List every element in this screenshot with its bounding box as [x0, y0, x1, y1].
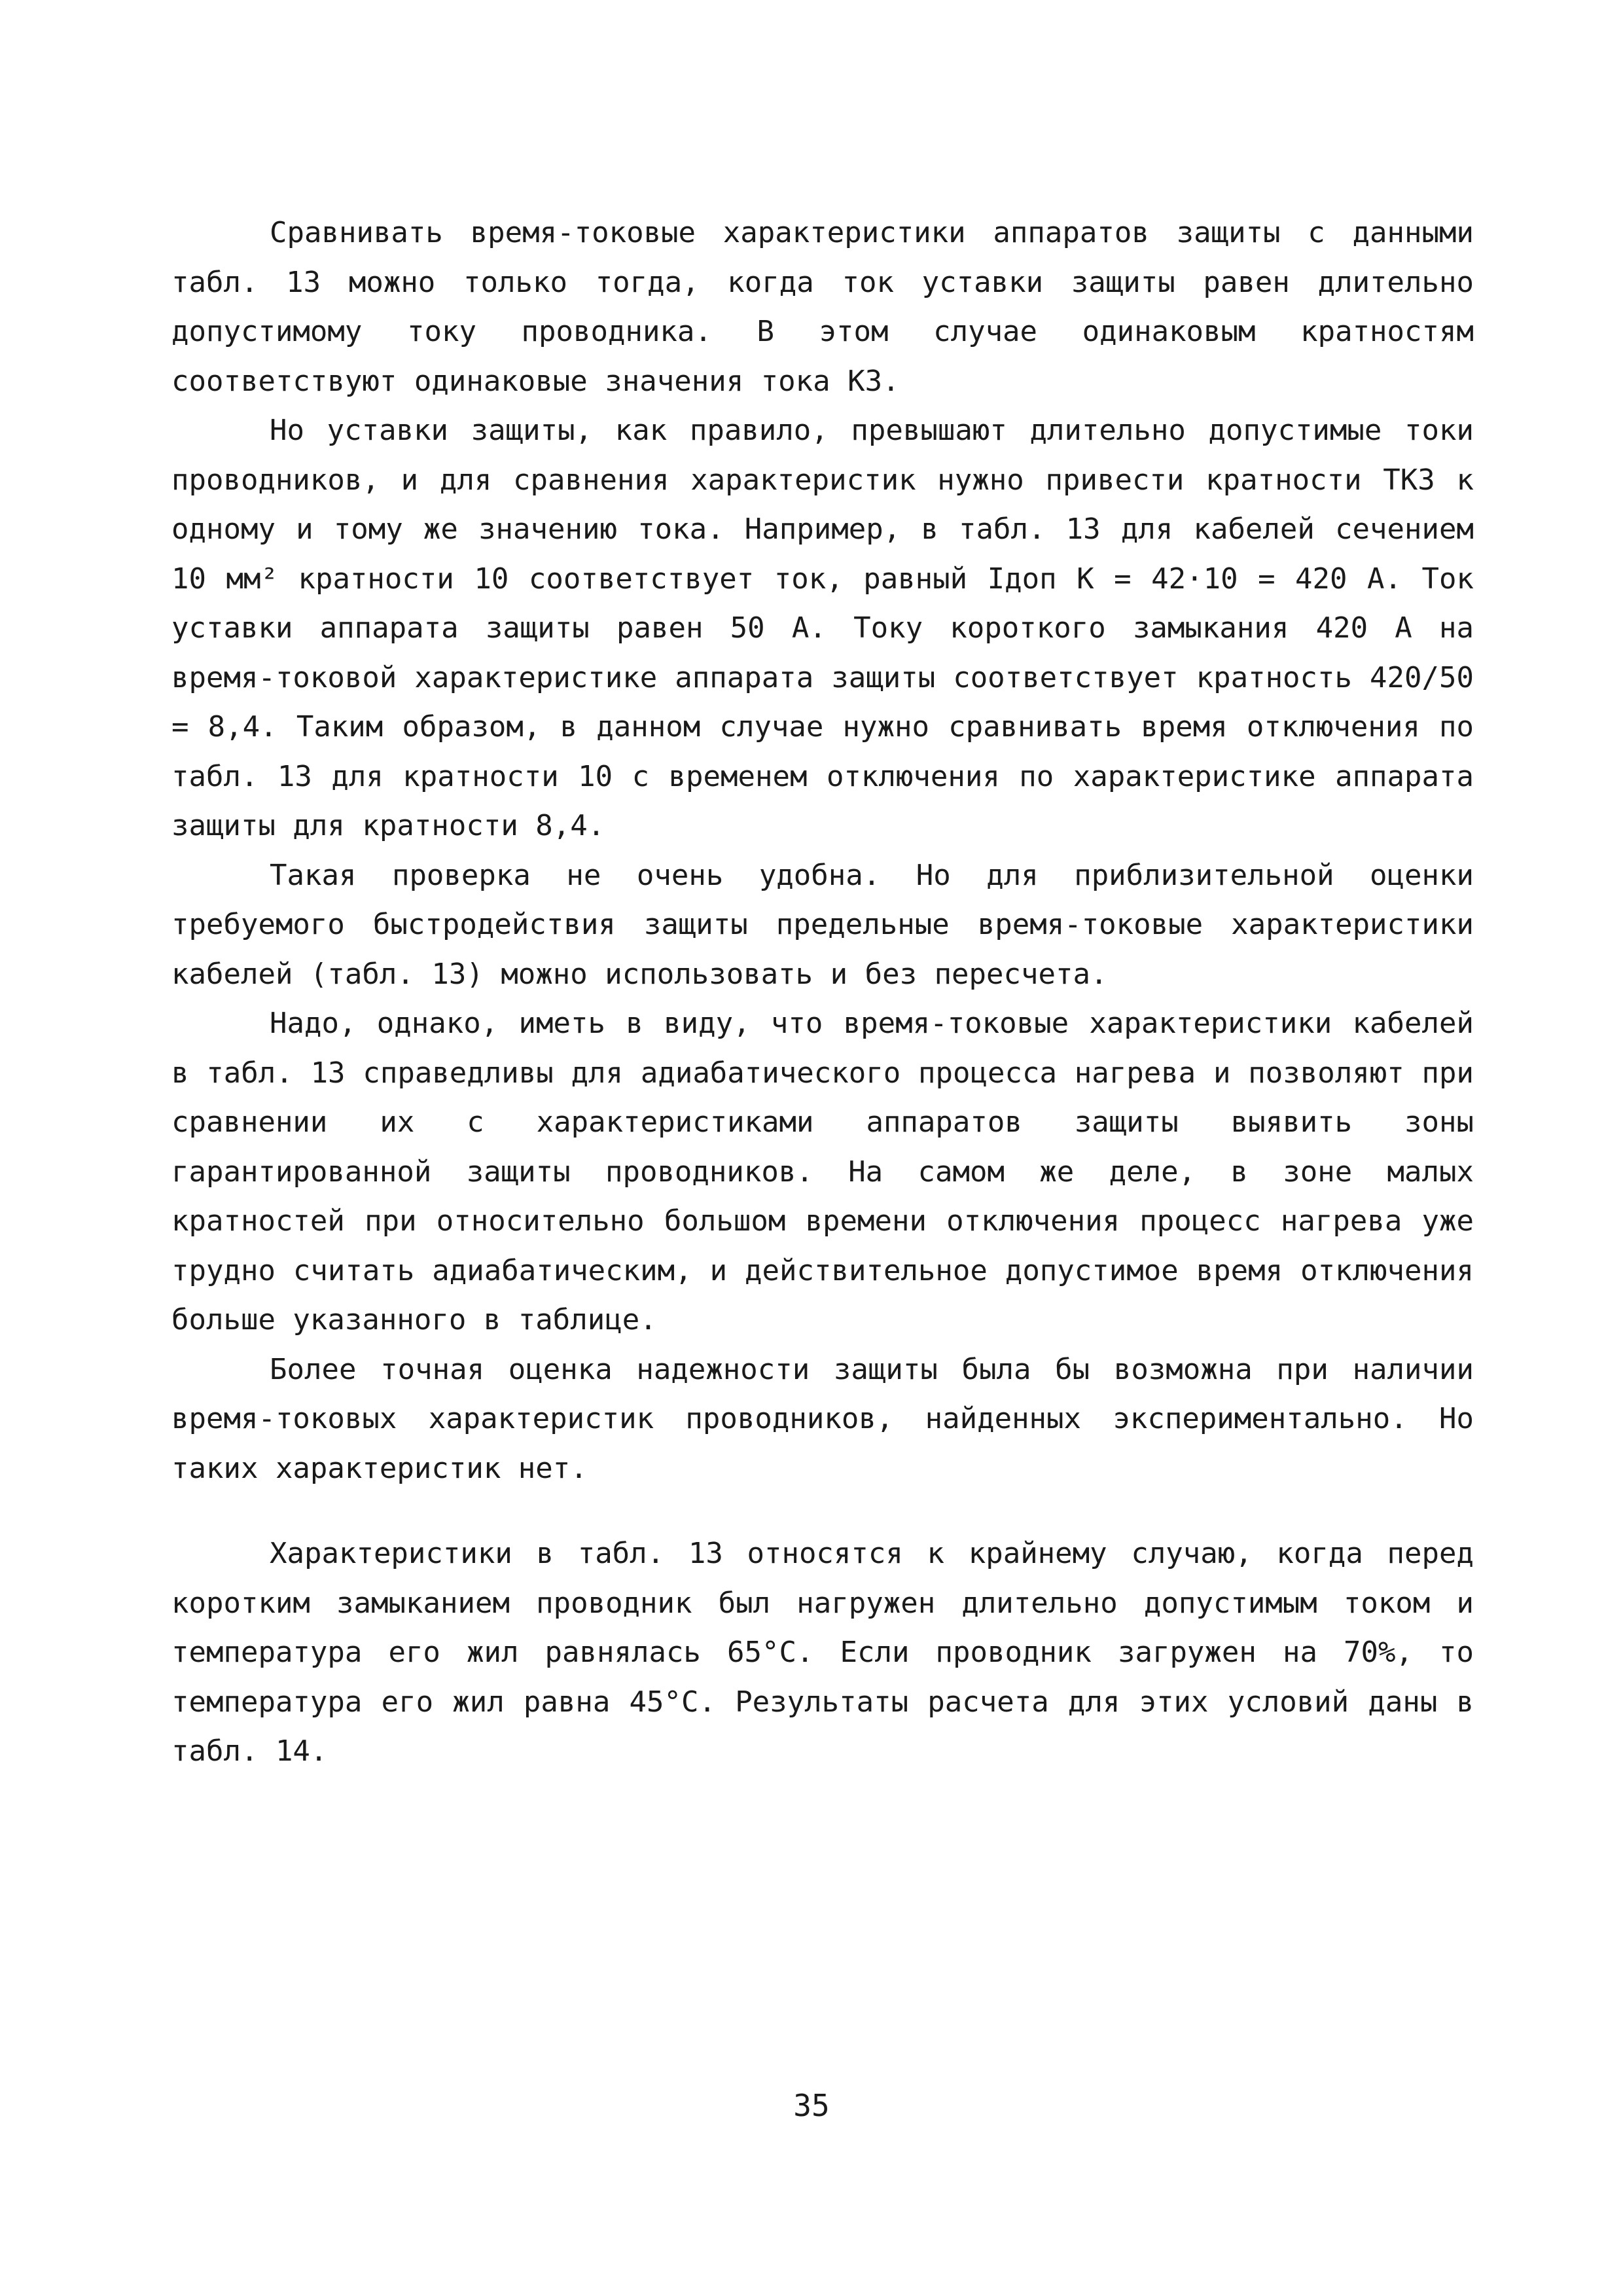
page-number: 35: [793, 2088, 830, 2123]
body-text: [171, 208, 1474, 1776]
paragraph-3: Такая проверка не очень удобна. Но для приблизительной оценки требуемого быстродействия защиты предельные время-токовые характеристики кабелей (табл. 13) можно использовать и без пересчета.: [171, 858, 1474, 991]
paragraph-1: Сравнивать время-токовые характеристики аппаратов защиты с данными табл. 13 можно только тогда, когда ток уставки защиты равен длительно допустимому току проводника. В этом случае одинаковым кратностям соответствуют одинаковые значения тока КЗ.: [171, 216, 1474, 398]
paragraph-2: Но уставки защиты, как правило, превышают длительно допустимые токи проводников, и для сравнения характеристик нужно привести кратности ТКЗ к одному и тому же значению тока. Например, в табл. 13 для кабелей сечением 10 мм² кратности 10 соответствует ток, равный Iдоп K = 42·10 = 420 А. Ток уставки аппарата защиты равен 50 А. Току короткого замыкания 420 А на время-токовой характеристике аппарата защиты соответствует кратность 420/50 = 8,4. Таким образом, в данном случае нужно сравнивать время отключения по табл. 13 для кратности 10 с временем отключения по характеристике аппарата защиты для кратности 8,4.: [171, 414, 1474, 842]
paragraph-5: Более точная оценка надежности защиты была бы возможна при наличии время-токовых характеристик проводников, найденных экспериментально. Но таких характеристик нет.: [171, 1352, 1474, 1485]
paragraph-6: Характеристики в табл. 13 относятся к крайнему случаю, когда перед коротким замыканием проводник был нагружен длительно допустимым током и температура его жил равнялась 65°С. Если проводник загружен на 70%, то температура его жил равна 45°С. Результаты расчета для этих условий даны в табл. 14.: [171, 1537, 1474, 1768]
paragraph-4: Надо, однако, иметь в виду, что время-токовые характеристики кабелей в табл. 13 справедливы для адиабатического процесса нагрева и позволяют при сравнении их с характеристиками аппаратов защиты выявить зоны гарантированной защиты проводников. На самом же деле, в зоне малых кратностей при относительно большом времени отключения процесс нагрева уже трудно считать адиабатическим, и действительное допустимое время отключения больше указанного в таблице.: [171, 1007, 1474, 1336]
